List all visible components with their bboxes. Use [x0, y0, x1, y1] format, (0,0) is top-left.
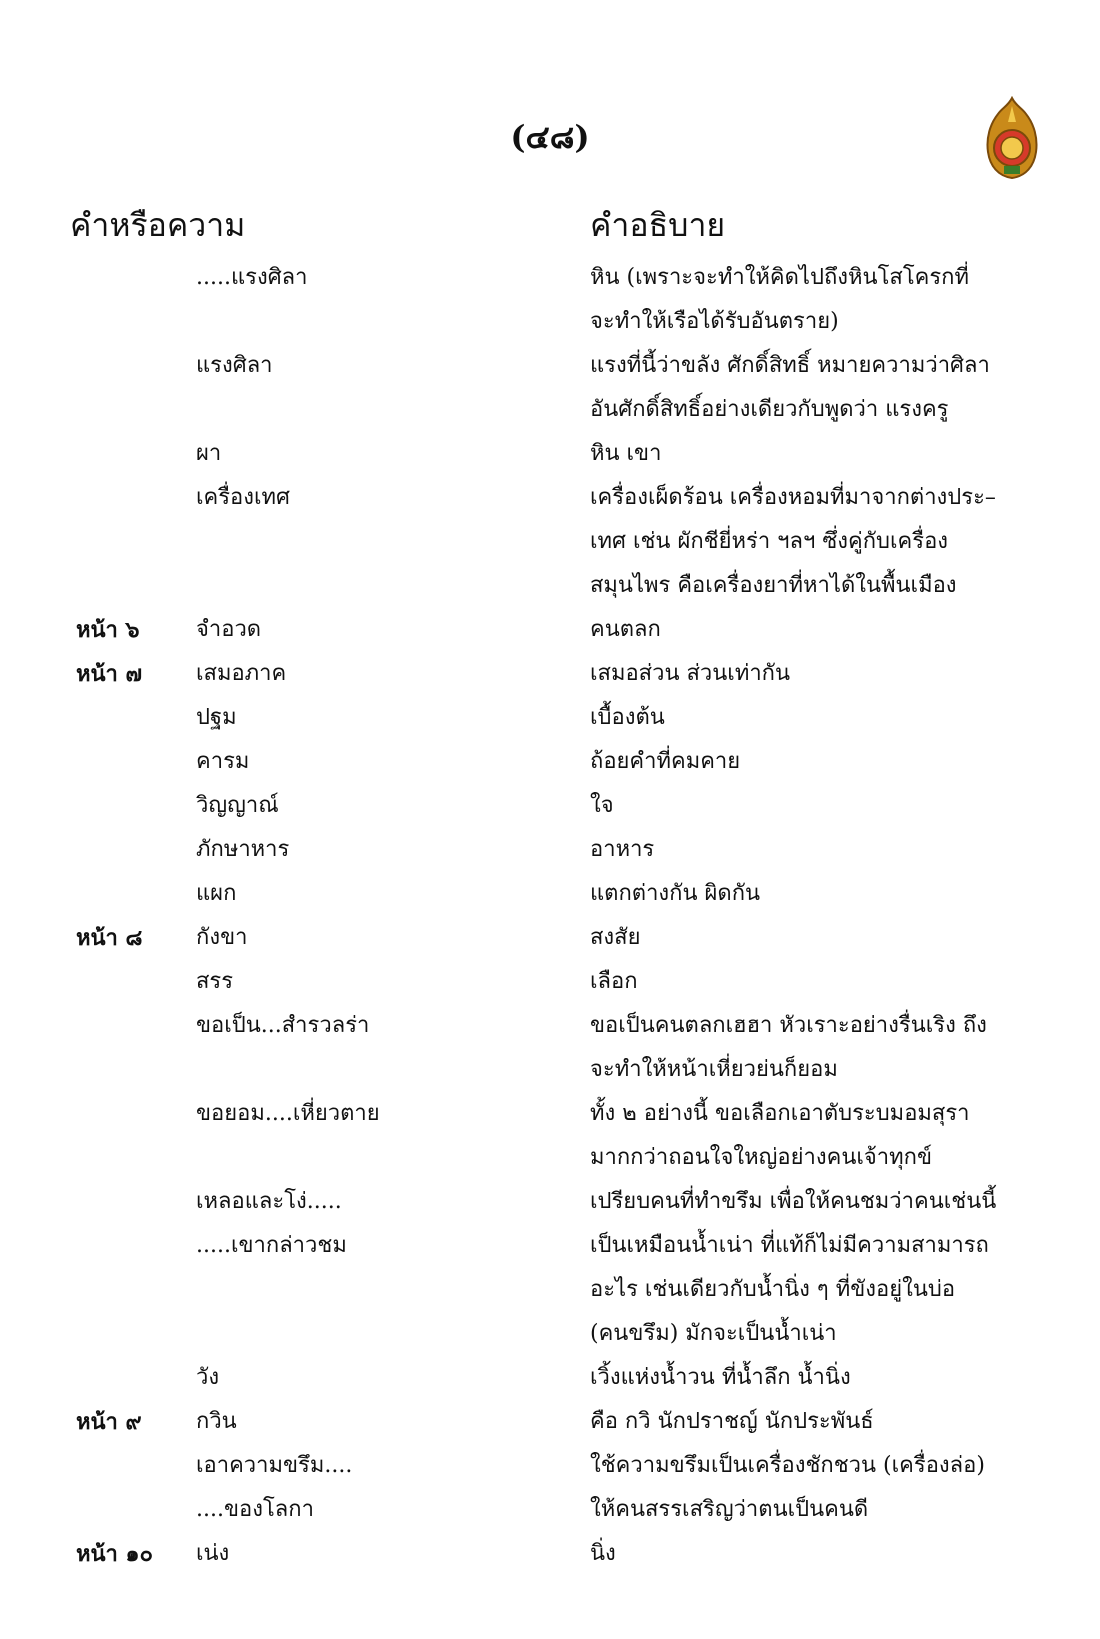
- glossary-definition: [590, 1004, 1040, 1092]
- page-reference: หน้า ๗: [76, 661, 143, 687]
- glossary-definition: [590, 476, 1040, 608]
- glossary-entry: [0, 344, 1100, 432]
- definition-line: เทศ เช่น ผักชียี่หร่า ฯลฯ ซึ่งคู่กับเครื่อง: [590, 529, 949, 554]
- glossary-entry: [0, 1004, 1100, 1092]
- glossary-definition: [590, 872, 1040, 916]
- glossary-entry: [0, 1224, 1100, 1356]
- glossary-term: .....แรงศิลา: [196, 265, 308, 290]
- glossary-definition: [590, 916, 1040, 960]
- glossary-definition: [590, 1532, 1040, 1576]
- glossary-entry: [0, 1488, 1100, 1532]
- glossary-entry: [0, 696, 1100, 740]
- page-reference: หน้า ๑๐: [76, 1541, 153, 1567]
- glossary-entry: [0, 608, 1100, 652]
- definition-line: เสมอส่วน ส่วนเท่ากัน: [590, 661, 791, 686]
- glossary-entry: [0, 1532, 1100, 1576]
- header-term-column: คำหรือความ: [70, 206, 246, 244]
- glossary-definition: [590, 1092, 1040, 1180]
- glossary-entry: [0, 1092, 1100, 1180]
- glossary-definition: [590, 1180, 1040, 1224]
- glossary-term: วัง: [196, 1365, 220, 1390]
- definition-line: เลือก: [590, 969, 638, 994]
- glossary-term: เหลอและโง่.....: [196, 1189, 342, 1214]
- glossary-definition: [590, 608, 1040, 652]
- glossary-definition: [590, 652, 1040, 696]
- page-reference: หน้า ๖: [76, 617, 140, 643]
- glossary-entry: [0, 916, 1100, 960]
- definition-line: หิน เขา: [590, 441, 662, 466]
- definition-line: ขอเป็นคนตลกเฮฮา หัวเราะอย่างรื่นเริง ถึง: [590, 1013, 987, 1038]
- glossary-definition: [590, 784, 1040, 828]
- definition-line: ถ้อยคำที่คมคาย: [590, 749, 741, 774]
- definition-line: เครื่องเผ็ดร้อน เครื่องหอมที่มาจากต่างประ–: [590, 485, 996, 510]
- definition-line: เวิ้งแห่งน้ำวน ที่น้ำลึก น้ำนิ่ง: [590, 1365, 851, 1390]
- glossary-term: ปฐม: [196, 705, 237, 730]
- definition-line: เบื้องต้น: [590, 705, 665, 730]
- definition-line: เป็นเหมือนน้ำเน่า ที่แท้ก็ไม่มีความสามารถ: [590, 1233, 989, 1258]
- glossary-entry: [0, 1180, 1100, 1224]
- glossary-term: วิญญาณ์: [196, 793, 279, 818]
- glossary-definition: [590, 344, 1040, 432]
- glossary-definition: [590, 740, 1040, 784]
- glossary-term: เน่ง: [196, 1541, 230, 1566]
- definition-line: อะไร เช่นเดียวกับน้ำนิ่ง ๆ ที่ขังอยู่ในบ่อ: [590, 1277, 956, 1302]
- glossary-entry: [0, 432, 1100, 476]
- glossary-term: ผา: [196, 441, 222, 466]
- glossary-entry: [0, 1356, 1100, 1400]
- definition-line: เปรียบคนที่ทำขรึม เพื่อให้คนชมว่าคนเช่นนี้: [590, 1189, 997, 1214]
- definition-line: อาหาร: [590, 837, 655, 862]
- definition-line: นิ่ง: [590, 1541, 616, 1566]
- glossary-term: กวิน: [196, 1409, 237, 1434]
- definition-line: จะทำให้หน้าเหี่ยวย่นก็ยอม: [590, 1057, 838, 1082]
- glossary-term: กังขา: [196, 925, 248, 950]
- glossary-term: แรงศิลา: [196, 353, 273, 378]
- glossary-term: จำอวด: [196, 617, 262, 642]
- glossary-entry: [0, 1444, 1100, 1488]
- definition-line: แตกต่างกัน ผิดกัน: [590, 881, 761, 906]
- glossary-term: .....เขากล่าวชม: [196, 1233, 347, 1258]
- glossary-term: สรร: [196, 969, 234, 994]
- glossary-definition: [590, 256, 1040, 344]
- glossary-term: เครื่องเทศ: [196, 485, 290, 510]
- definition-line: สงสัย: [590, 925, 641, 950]
- definition-line: ใจ: [590, 793, 614, 818]
- definition-line: อันศักดิ์สิทธิ์อย่างเดียวกับพูดว่า แรงครู: [590, 397, 949, 422]
- definition-line: หิน (เพราะจะทำให้คิดไปถึงหินโสโครกที่: [590, 265, 969, 290]
- definition-line: ใช้ความขรึมเป็นเครื่องชักชวน (เครื่องล่อ): [590, 1453, 985, 1478]
- definition-line: คนตลก: [590, 617, 661, 642]
- page-number: (๔๘): [510, 118, 590, 156]
- page-reference: หน้า ๙: [76, 1409, 142, 1435]
- glossary-list: [0, 256, 1100, 1576]
- glossary-definition: [590, 960, 1040, 1004]
- glossary-definition: [590, 1444, 1040, 1488]
- definition-line: (คนขรึม) มักจะเป็นน้ำเน่า: [590, 1321, 837, 1346]
- glossary-term: คารม: [196, 749, 250, 774]
- glossary-term: ....ของโลกา: [196, 1497, 314, 1522]
- glossary-entry: [0, 784, 1100, 828]
- glossary-term: แผก: [196, 881, 237, 906]
- glossary-entry: [0, 1400, 1100, 1444]
- glossary-term: ขอเป็น...สำรวลร่า: [196, 1013, 370, 1038]
- glossary-term: เสมอภาค: [196, 661, 287, 686]
- glossary-entry: [0, 652, 1100, 696]
- header-definition-column: คำอธิบาย: [590, 206, 726, 244]
- glossary-term: เอาความขรึม....: [196, 1453, 353, 1478]
- glossary-entry: [0, 740, 1100, 784]
- definition-line: ให้คนสรรเสริญว่าตนเป็นคนดี: [590, 1497, 869, 1522]
- glossary-definition: [590, 1488, 1040, 1532]
- definition-line: ทั้ง ๒ อย่างนี้ ขอเลือกเอาตับระบมอมสุรา: [590, 1101, 970, 1126]
- glossary-definition: [590, 1356, 1040, 1400]
- definition-line: คือ กวิ นักปราชญ์ นักประพันธ์: [590, 1409, 874, 1434]
- definition-line: แรงที่นี้ว่าขลัง ศักดิ์สิทธิ์ หมายความว่าศิลา: [590, 353, 990, 378]
- definition-line: จะทำให้เรือได้รับอันตราย): [590, 309, 839, 334]
- glossary-entry: [0, 256, 1100, 344]
- definition-line: สมุนไพร คือเครื่องยาที่หาได้ในพื้นเมือง: [590, 573, 957, 598]
- glossary-entry: [0, 872, 1100, 916]
- glossary-entry: [0, 960, 1100, 1004]
- page-reference: หน้า ๘: [76, 925, 143, 951]
- glossary-definition: [590, 1400, 1040, 1444]
- emblem-logo-icon: [982, 96, 1042, 180]
- definition-line: มากกว่าถอนใจใหญ่อย่างคนเจ้าทุกข์: [590, 1145, 932, 1170]
- glossary-definition: [590, 432, 1040, 476]
- glossary-definition: [590, 1224, 1040, 1356]
- glossary-definition: [590, 828, 1040, 872]
- glossary-term: ภักษาหาร: [196, 837, 290, 862]
- glossary-term: ขอยอม....เหี่ยวตาย: [196, 1101, 380, 1126]
- glossary-definition: [590, 696, 1040, 740]
- glossary-entry: [0, 828, 1100, 872]
- glossary-entry: [0, 476, 1100, 608]
